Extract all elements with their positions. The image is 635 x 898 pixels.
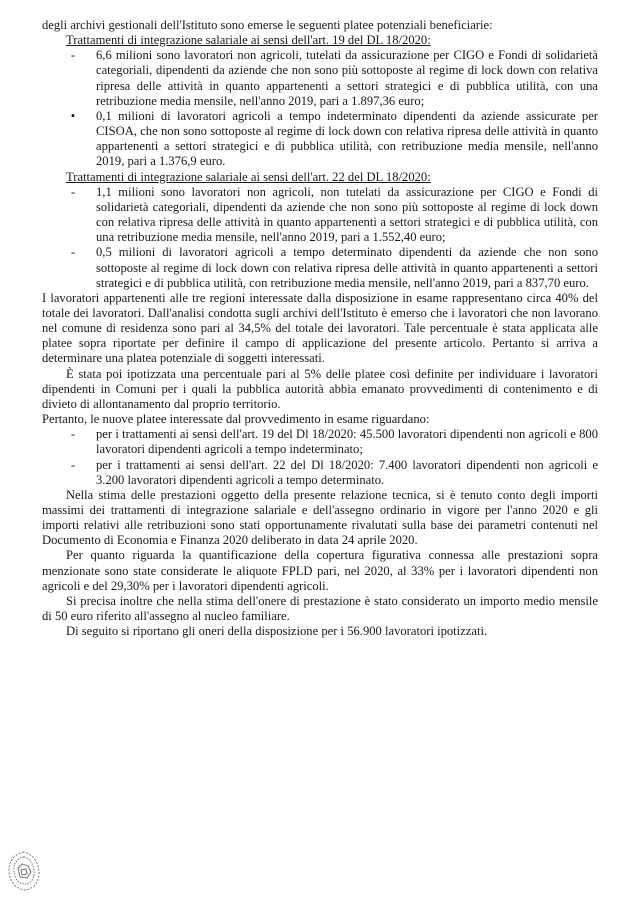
list-item [66,458,598,488]
paragraph-percentage: È stata poi ipotizzata una percentuale pari al 5% delle platee così definite per individuare i lavoratori dipendenti in Comuni per i quali la pubblica autorità abbia emanato provvedimenti di contenimento e di divieto di allontanamento dal proprio territorio. [42,366,598,411]
paragraph-charges: Di seguito si riportano gli oneri della disposizione per i 56.900 lavoratori ipotizzati. [66,624,488,639]
dash-marker: - [70,245,76,260]
dash-marker: - [70,427,76,442]
list-item-text: 0,1 milioni di lavoratori agricoli a tempo indeterminato dipendenti da aziende assicurate per CISOA, che non sono sottoposte al regime di lock down con relativa ripresa delle attività in quanto appartenenti a settori strategici e di pubblica utilità, con retribuzione media mensile, nell'anno 2019, pari a 1.376,9 euro. [96,108,598,169]
list-item [66,245,598,290]
section-heading-art-19: Trattamenti di integrazione salariale ai sensi dell'art. 19 del DL 18/2020: [66,33,431,48]
paragraph-coverage: Per quanto riguarda la quantificazione della copertura figurativa connessa alle prestazioni sopra menzionate sono state considerate le aliquote FPLD pari, nel 2020, al 33% per i lavoratori dipendenti non agricoli e del 29,30% per i lavoratori dipendenti agricoli. [42,548,598,593]
bullet-marker: • [70,108,76,123]
list-item-text: per i trattamenti ai sensi dell'art. 22 del Dl 18/2020: 7.400 lavoratori dipendenti non agricoli e 3.200 lavoratori dipendenti agricoli a tempo determinato. [96,457,598,487]
section-heading-art-22: Trattamenti di integrazione salariale ai sensi dell'art. 22 del DL 18/2020: [66,169,431,184]
list-item [66,48,598,109]
list-item-text: 1,1 milioni sono lavoratori non agricoli, non tutelati da assicurazione per CIGO e Fondi di solidarietà categoriali, dipendenti da aziende che non sono più sottoposte al regime di lock down con relativa ripresa delle attività in quanto appartenenti a settori strategici e di pubblica utilità, con una retribuzione media mensile, nell'anno 2019, pari a 1.552,40 euro; [96,184,598,245]
list-item [66,427,598,457]
list-item-text: 0,5 milioni di lavoratori agricoli a tempo determinato dipendenti da aziende che non sono sottoposte al regime di lock down con relativa ripresa delle attività in quanto appartenenti a settori strategici e di pubblica utilità, con retribuzione media mensile, nell'anno 2019, pari a 837,70 euro. [96,245,598,290]
paragraph-estimate: Nella stima delle prestazioni oggetto della presente relazione tecnica, si è tenuto conto degli importi massimi dei trattamenti di integrazione salariale e dell'assegno ordinario in vigore per l'anno 2020 e gli importi relativi alle retribuzioni sono stati opportunamente rivalutati sulla base dei parametri contenuti nel Documento di Economia e Finanza 2020 deliberato in data 24 aprile 2020. [42,487,598,548]
document-body [42,18,598,639]
list-item [66,109,598,170]
paragraph-new-platee: Pertanto, le nuove platee interessate dal provvedimento in esame riguardano: [42,412,430,427]
list-item-text: per i trattamenti ai sensi dell'art. 19 del Dl 18/2020: 45.500 lavoratori dipendenti non agricoli e 800 lavoratori dipendenti agricoli a tempo indeterminato; [96,427,598,457]
list-item [66,185,598,246]
paragraph-regions: I lavoratori appartenenti alle tre regioni interessate dalla disposizione in esame rappresentano circa 40% del totale dei lavoratori. Dall'analisi condotta sugli archivi dell'Istituto è emerso che i lavoratori che non lavorano nel comune di residenza sono pari al 34,5% del totale dei lavoratori. Tale percentuale è stata applicata alle platee sopra riportate per definire il campo di applicazione del presente articolo. Pertanto si arriva a determinare una platea potenziale di soggetti interessati. [42,290,598,366]
official-seal-icon [4,848,44,894]
paragraph-family-allowance: Si precisa inoltre che nella stima dell'onere di prestazione è stato considerato un importo medio mensile di 50 euro riferito all'assegno al nucleo familiare. [42,593,598,624]
dash-marker: - [70,457,76,472]
dash-marker: - [70,48,76,63]
dash-marker: - [70,184,76,199]
list-item-text: 6,6 milioni sono lavoratori non agricoli, tutelati da assicurazione per CIGO e Fondi di solidarietà categoriali, dipendenti da aziende che non sono più sottoposte al regime di lock down con relativa ripresa delle attività in quanto appartenenti a settori strategici e di pubblica utilità, con una retribuzione media mensile, nell'anno 2019, pari a 1.897,36 euro; [96,48,598,108]
intro-paragraph: degli archivi gestionali dell'Istituto sono emerse le seguenti platee potenziali beneficiarie: [42,18,493,32]
